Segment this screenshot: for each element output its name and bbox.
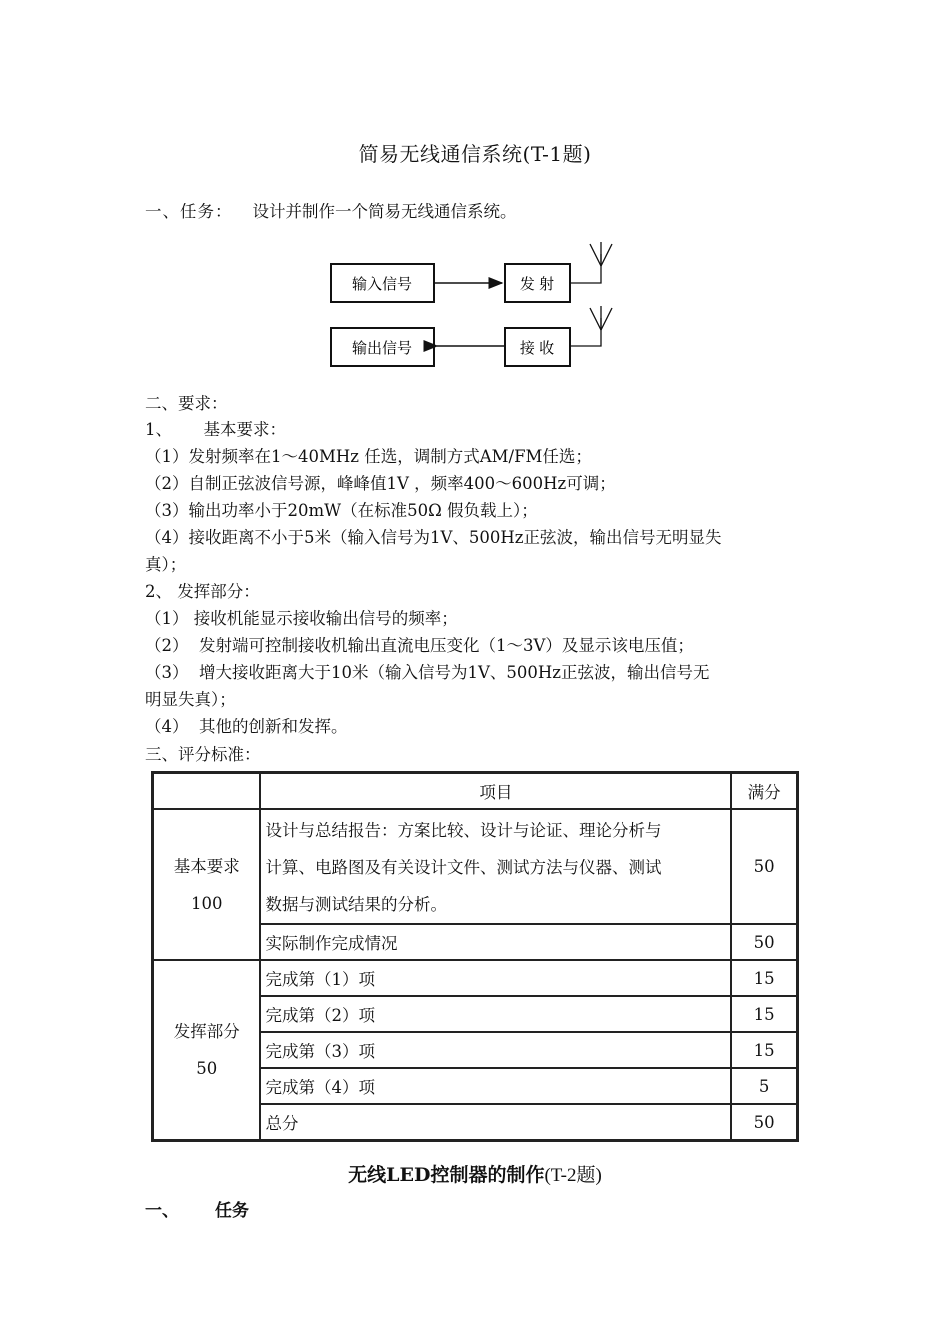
receive-antenna-icon xyxy=(570,306,612,346)
practice-score-cell: 50 xyxy=(731,924,797,960)
report-line: 数据与测试结果的分析。 xyxy=(265,895,447,914)
header-item-cell: 项目 xyxy=(260,773,731,809)
practice-item-cell: 实际制作完成情况 xyxy=(260,924,731,960)
extra-score-cell: 5 xyxy=(731,1068,797,1104)
block-diagram xyxy=(320,238,630,378)
extra-score-cell: 15 xyxy=(731,960,797,996)
extra-item-cell: 完成第（1）项 xyxy=(260,960,731,996)
title-t1: 简易无线通信系统(T-1题) xyxy=(358,142,592,166)
task-label: 一、任务： xyxy=(145,202,233,221)
scoring-table xyxy=(151,771,799,1142)
extra-item-cell: 完成第（4）项 xyxy=(260,1068,731,1104)
report-score-cell: 50 xyxy=(731,809,797,924)
extra-score-cell: 15 xyxy=(731,1032,797,1068)
receive-label: 接 收 xyxy=(519,340,555,357)
basic-heading: 1、 基本要求： xyxy=(145,420,286,439)
task-line xyxy=(145,201,517,223)
extra-item: （1） 接收机能显示接收输出信号的频率； xyxy=(145,609,458,628)
extra-item: （3） 增大接收距离大于10米（输入信号为1V、500Hz正弦波，输出信号无 xyxy=(145,663,710,682)
total-score-cell: 50 xyxy=(731,1104,797,1140)
total-label-cell: 总分 xyxy=(260,1104,731,1140)
header-score-cell: 满分 xyxy=(731,773,797,809)
title-t2-code: (T-2题) xyxy=(544,1165,602,1186)
scoring-heading: 三、评分标准： xyxy=(145,745,261,764)
basic-item: （3）输出功率小于20mW（在标准50Ω 假负载上）； xyxy=(145,501,538,520)
extra-score-cell: 15 xyxy=(731,996,797,1032)
table-header-row xyxy=(153,773,797,809)
category-basic-cell xyxy=(153,809,260,960)
title-t2 xyxy=(0,1160,950,1187)
category-extra-cell xyxy=(153,960,260,1140)
transmit-antenna-icon xyxy=(570,242,612,283)
basic-item: （1）发射频率在1～40MHz 任选，调制方式AM/FM任选； xyxy=(145,447,592,466)
title-t2-main: 无线LED控制器的制作 xyxy=(348,1164,545,1186)
extra-item: （4） 其他的创新和发挥。 xyxy=(145,717,348,736)
section2-number: 一、 xyxy=(145,1201,179,1221)
section2-heading xyxy=(145,1196,249,1221)
task-text: 设计并制作一个简易无线通信系统。 xyxy=(252,202,517,221)
table-row xyxy=(153,809,797,924)
transmit-label: 发 射 xyxy=(519,276,555,293)
extra-heading: 2、 发挥部分： xyxy=(145,582,260,601)
extra-item-cell: 完成第（3）项 xyxy=(260,1032,731,1068)
extra-item-continued: 明显失真）； xyxy=(145,690,236,709)
report-item-cell xyxy=(260,809,731,924)
basic-item: （4）接收距离不小于5米（输入信号为1V、500Hz正弦波，输出信号无明显失 xyxy=(145,528,722,547)
report-line: 计算、电路图及有关设计文件、测试方法与仪器、测试 xyxy=(265,858,662,877)
report-line: 设计与总结报告：方案比较、设计与论证、理论分析与 xyxy=(265,821,662,840)
category-basic-points: 100 xyxy=(190,893,223,913)
header-blank-cell xyxy=(153,773,260,809)
section2-label: 任务 xyxy=(215,1201,249,1221)
basic-item-continued: 真）； xyxy=(145,555,187,574)
requirements-heading: 二、要求： xyxy=(145,394,228,413)
input-signal-label: 输入信号 xyxy=(351,276,413,293)
basic-item: （2）自制正弦波信号源，峰峰值1V ，频率400～600Hz可调； xyxy=(145,474,616,493)
output-signal-label: 输出信号 xyxy=(351,340,413,357)
category-extra-points: 50 xyxy=(196,1059,218,1078)
table-row xyxy=(153,960,797,996)
category-basic-label: 基本要求 xyxy=(173,856,240,876)
extra-item-cell: 完成第（2）项 xyxy=(260,996,731,1032)
category-extra-label: 发挥部分 xyxy=(173,1022,240,1041)
extra-item: （2） 发射端可控制接收机输出直流电压变化（1～3V）及显示该电压值； xyxy=(145,636,694,655)
